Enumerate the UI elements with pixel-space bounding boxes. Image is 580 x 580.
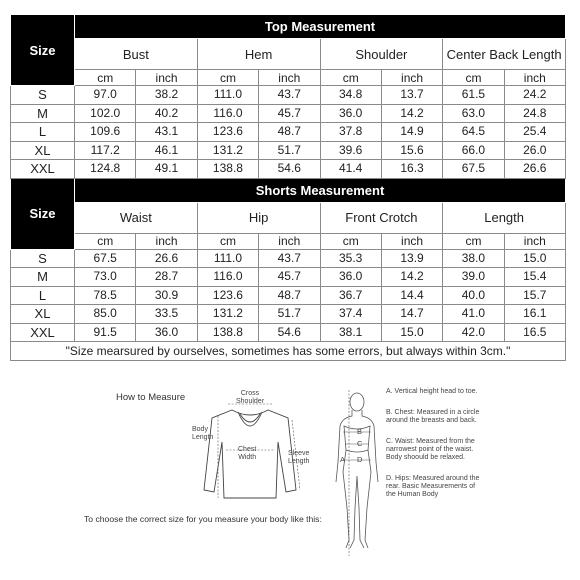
shorts-value-cell: 13.9 [381,249,442,268]
top-column-row [11,39,566,70]
cross-shoulder-label: Cross Shoulder [236,390,265,405]
top-size-row [11,141,566,160]
top-unit-header: inch [381,70,442,86]
top-size-row [11,86,566,105]
note-a: A. Vertical height head to toe. [386,388,478,395]
top-size-header: Size [11,15,75,86]
top-size-row [11,104,566,123]
shorts-value-cell: 26.6 [136,249,197,268]
top-size-cell: XXL [11,160,75,179]
shorts-value-cell: 67.5 [75,249,136,268]
top-unit-header: cm [320,70,381,86]
top-value-cell: 14.2 [381,104,442,123]
shorts-value-cell: 38.1 [320,323,381,342]
top-size-row [11,160,566,179]
top-unit-header: inch [504,70,565,86]
top-value-cell: 64.5 [443,123,504,142]
shorts-size-row [11,305,566,324]
top-value-cell: 45.7 [259,104,320,123]
top-value-cell: 124.8 [75,160,136,179]
shorts-size-row [11,286,566,305]
marker-b: B [357,427,363,436]
shorts-unit-header: inch [259,233,320,249]
top-value-cell: 26.6 [504,160,565,179]
top-unit-header: inch [136,70,197,86]
top-unit-header: cm [443,70,504,86]
shorts-value-cell: 54.6 [259,323,320,342]
shorts-value-cell: 123.6 [197,286,258,305]
shorts-value-cell: 14.4 [381,286,442,305]
size-table [10,14,566,361]
top-value-cell: 13.7 [381,86,442,105]
top-value-cell: 111.0 [197,86,258,105]
top-value-cell: 48.7 [259,123,320,142]
top-value-cell: 24.8 [504,104,565,123]
shorts-value-cell: 16.1 [504,305,565,324]
marker-d: D [357,455,363,464]
measure-guide [0,380,580,580]
shorts-value-cell: 33.5 [136,305,197,324]
top-unit-header: cm [75,70,136,86]
marker-a: A [340,455,346,464]
shorts-value-cell: 15.4 [504,268,565,287]
shorts-value-cell: 51.7 [259,305,320,324]
top-value-cell: 116.0 [197,104,258,123]
how-to-measure-title: How to Measure [116,392,186,403]
top-value-cell: 54.6 [259,160,320,179]
note-b: B. Chest: Measured in a circle around the breasts and back. [386,409,480,424]
top-value-cell: 109.6 [75,123,136,142]
top-value-cell: 66.0 [443,141,504,160]
top-value-cell: 25.4 [504,123,565,142]
top-size-row [11,123,566,142]
top-value-cell: 123.6 [197,123,258,142]
shorts-value-cell: 15.0 [504,249,565,268]
top-value-cell: 102.0 [75,104,136,123]
shorts-value-cell: 42.0 [443,323,504,342]
top-value-cell: 49.1 [136,160,197,179]
top-value-cell: 46.1 [136,141,197,160]
shorts-value-cell: 43.7 [259,249,320,268]
shorts-size-cell: XXL [11,323,75,342]
shorts-size-row [11,268,566,287]
top-size-cell: XL [11,141,75,160]
shorts-unit-row [11,233,566,249]
measure-notes [386,388,486,512]
shorts-value-cell: 41.0 [443,305,504,324]
note-c: C. Waist: Measured from the narrowest point of the waist. Body shoould be relaxed. [386,438,475,461]
shorts-value-cell: 111.0 [197,249,258,268]
top-size-cell: L [11,123,75,142]
shorts-unit-header: cm [197,233,258,249]
top-value-cell: 14.9 [381,123,442,142]
shorts-value-cell: 48.7 [259,286,320,305]
human-measure-lines [343,390,371,556]
top-value-cell: 16.3 [381,160,442,179]
shorts-unit-header: inch [381,233,442,249]
top-value-cell: 117.2 [75,141,136,160]
size-chart [10,14,566,361]
top-value-cell: 138.8 [197,160,258,179]
shorts-value-cell: 35.3 [320,249,381,268]
chest-width-label: Chest Width [238,446,257,461]
marker-c: C [357,439,363,448]
shorts-value-cell: 14.7 [381,305,442,324]
top-value-cell: 39.6 [320,141,381,160]
shorts-title: Shorts Measurement [75,178,566,202]
shorts-size-cell: M [11,268,75,287]
top-size-cell: M [11,104,75,123]
top-value-cell: 67.5 [443,160,504,179]
shorts-size-row [11,249,566,268]
shorts-column-header: Waist [75,202,198,233]
shorts-column-header: Length [443,202,566,233]
shorts-value-cell: 28.7 [136,268,197,287]
choose-size-text: To choose the correct size for you measure your body like this: [84,514,322,524]
shorts-unit-header: cm [320,233,381,249]
shorts-unit-header: cm [443,233,504,249]
top-value-cell: 131.2 [197,141,258,160]
shorts-value-cell: 15.0 [381,323,442,342]
shorts-value-cell: 45.7 [259,268,320,287]
disclaimer-row [11,342,566,361]
top-value-cell: 26.0 [504,141,565,160]
shorts-value-cell: 40.0 [443,286,504,305]
shorts-value-cell: 85.0 [75,305,136,324]
shorts-value-cell: 37.4 [320,305,381,324]
shorts-value-cell: 15.7 [504,286,565,305]
shorts-column-header: Hip [197,202,320,233]
top-value-cell: 15.6 [381,141,442,160]
shorts-value-cell: 138.8 [197,323,258,342]
top-value-cell: 43.7 [259,86,320,105]
top-value-cell: 36.0 [320,104,381,123]
top-value-cell: 51.7 [259,141,320,160]
shorts-unit-header: inch [136,233,197,249]
shorts-value-cell: 91.5 [75,323,136,342]
top-title-row [11,15,566,39]
shorts-column-header: Front Crotch [320,202,443,233]
measure-illustrations [0,380,580,580]
shorts-size-header: Size [11,178,75,249]
human-figure-icon [336,393,378,548]
shorts-value-cell: 78.5 [75,286,136,305]
top-value-cell: 24.2 [504,86,565,105]
shorts-value-cell: 16.5 [504,323,565,342]
shorts-size-row [11,323,566,342]
shorts-unit-header: inch [504,233,565,249]
top-value-cell: 40.2 [136,104,197,123]
shorts-title-row [11,178,566,202]
top-value-cell: 34.8 [320,86,381,105]
top-value-cell: 63.0 [443,104,504,123]
top-column-header: Bust [75,39,198,70]
shorts-value-cell: 38.0 [443,249,504,268]
shorts-value-cell: 116.0 [197,268,258,287]
note-d: D. Hips: Measured around the rear. Basic Measurements of the Human Body [386,475,480,498]
shorts-value-cell: 30.9 [136,286,197,305]
shorts-value-cell: 36.0 [136,323,197,342]
shorts-size-cell: XL [11,305,75,324]
sleeve-length-label: Sleeve Length [288,450,310,465]
disclaimer-text: "Size mearsured by ourselves, sometimes has some errors, but always within 3cm." [11,342,566,361]
shorts-value-cell: 14.2 [381,268,442,287]
top-unit-header: cm [197,70,258,86]
top-value-cell: 97.0 [75,86,136,105]
top-value-cell: 43.1 [136,123,197,142]
shorts-unit-header: cm [75,233,136,249]
top-unit-header: inch [259,70,320,86]
top-column-header: Hem [197,39,320,70]
shorts-value-cell: 36.0 [320,268,381,287]
shorts-value-cell: 39.0 [443,268,504,287]
shorts-column-row [11,202,566,233]
top-unit-row [11,70,566,86]
top-title: Top Measurement [75,15,566,39]
top-value-cell: 38.2 [136,86,197,105]
shorts-size-cell: S [11,249,75,268]
body-length-label: Body Length [192,426,214,441]
top-value-cell: 37.8 [320,123,381,142]
shorts-value-cell: 36.7 [320,286,381,305]
top-value-cell: 61.5 [443,86,504,105]
top-value-cell: 41.4 [320,160,381,179]
shorts-value-cell: 131.2 [197,305,258,324]
shorts-value-cell: 73.0 [75,268,136,287]
top-column-header: Shoulder [320,39,443,70]
shorts-size-cell: L [11,286,75,305]
top-column-header: Center Back Length [443,39,566,70]
top-size-cell: S [11,86,75,105]
